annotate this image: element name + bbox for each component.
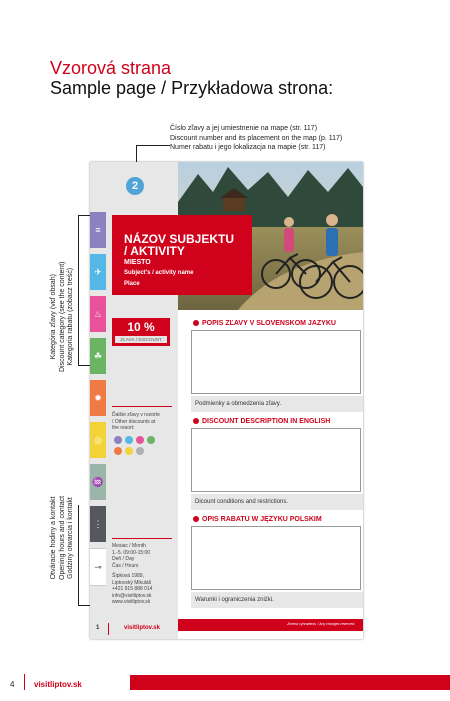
callout-line-sk: Číslo zľavy a jej umiestnenie na mape (str. 117)	[170, 125, 318, 132]
subject-place-en: Place	[124, 281, 140, 287]
sample-page-number: 1	[96, 625, 100, 631]
discount-value: 10 %	[127, 320, 155, 334]
callout-discount-number	[170, 124, 342, 153]
section-heading	[193, 516, 322, 523]
category-icon: ◎	[94, 435, 102, 445]
conditions-text: Warunki i ograniczenia zniżki.	[195, 597, 274, 603]
category-dot	[136, 447, 144, 455]
callout-line-pl: Kategoria rabatu (zobacz treść)	[67, 267, 74, 366]
contact-line: info@visitliptov.sk	[112, 592, 152, 599]
callout-line-en: Discount number and its placement on the map (p. 117)	[170, 134, 343, 142]
contact-block	[112, 543, 152, 606]
page-number: 4	[10, 680, 15, 689]
callout-connector	[136, 145, 170, 146]
page-heading-english: Sample page / Przykładowa strona:	[50, 78, 334, 98]
contact-line: 1.-5. 09:00-15:00	[112, 549, 151, 556]
footer-separator	[108, 623, 109, 635]
footer-red-bar	[130, 675, 450, 690]
description-box	[191, 428, 361, 492]
category-dot	[125, 447, 133, 455]
category-tab-3	[90, 296, 106, 332]
sample-page	[90, 162, 363, 639]
bullet-icon	[193, 418, 199, 424]
bullet-icon	[193, 320, 199, 326]
other-discounts-line: Ďalšie zľavy v rezorte	[112, 412, 160, 418]
contact-line: Deň / Day	[112, 556, 135, 562]
callout-line-pl: Numer rabatu i jego lokalizacja na mapie (str. 117)	[170, 144, 326, 151]
other-discounts-text	[112, 412, 160, 432]
category-dot	[136, 436, 144, 444]
conditions-text: Dicount conditions and restrictions.	[195, 499, 289, 505]
other-discounts-line: the resort:	[112, 425, 135, 431]
category-icon: ☘	[93, 351, 103, 361]
contact-line: Mesiac / Month	[112, 543, 146, 549]
category-tab-7	[90, 464, 106, 500]
category-icon: ✈	[94, 267, 102, 277]
subject-place: MIESTO	[124, 259, 151, 266]
subject-title: NÁZOV SUBJEKTU	[124, 232, 235, 246]
bullet-icon	[193, 516, 199, 522]
description-box	[191, 330, 361, 394]
section-heading-text: POPIS ZĽAVY V SLOVENSKOM JAZYKU	[202, 320, 336, 327]
section-heading	[193, 320, 336, 327]
category-tab-2	[90, 254, 106, 290]
category-icon: ⊸	[94, 562, 102, 572]
description-box	[191, 526, 361, 590]
category-dot	[125, 436, 133, 444]
category-tab-5	[90, 380, 106, 416]
subject-name-en: Subject's / activity name	[124, 270, 194, 276]
category-tab-9	[90, 548, 106, 586]
category-tab-4	[90, 338, 106, 374]
contact-line: Liptovský Mikuláš	[112, 579, 152, 586]
section-heading-text: DISCOUNT DESCRIPTION IN ENGLISH	[202, 418, 331, 425]
contact-line: +421 915 888 014	[112, 586, 153, 592]
footer-note: Zmena vyhradená. / Any changes reserved.	[287, 622, 355, 626]
conditions-band	[191, 592, 363, 608]
page-heading-slovak: Vzorová strana	[50, 58, 172, 78]
sample-footer-bar	[178, 619, 363, 631]
subject-title-block	[112, 215, 252, 295]
discount-box	[112, 318, 170, 346]
callout-hours	[50, 496, 76, 580]
category-icon: ✹	[94, 393, 102, 403]
sample-footer-website: visitliptov.sk	[124, 625, 160, 631]
callout-line-en: Discount category (see the content)	[58, 261, 66, 372]
category-dot	[114, 436, 122, 444]
subject-title: / AKTIVITY	[124, 244, 185, 258]
callout-line-en: Opening hours and contact	[58, 495, 66, 580]
sample-page-footer	[90, 619, 363, 639]
callout-connector	[78, 505, 79, 605]
section-heading-text: OPIS RABATU W JĘZYKU POLSKIM	[202, 516, 322, 523]
divider	[112, 406, 172, 407]
category-tab-1	[90, 212, 106, 248]
other-discounts-line: / Other discounts at	[112, 418, 156, 425]
footer-website-link[interactable]: visitliptov.sk	[34, 680, 82, 689]
category-tab-8	[90, 506, 106, 542]
conditions-band	[191, 396, 363, 412]
category-icon: ♨	[93, 309, 103, 319]
conditions-band	[191, 494, 363, 510]
callout-connector	[78, 215, 79, 365]
callout-category	[50, 261, 76, 372]
category-dot	[147, 436, 155, 444]
category-dot	[114, 447, 122, 455]
callout-line-pl: Godziny otwarcia i kontakt	[67, 497, 74, 579]
category-tab-6	[90, 422, 106, 458]
footer-separator	[24, 674, 25, 690]
category-icon: ≡	[95, 225, 101, 235]
contact-line: www.visitliptov.sk	[112, 599, 151, 605]
callout-line-sk: Otváracie hodiny a kontakt	[50, 496, 57, 580]
section-heading	[193, 418, 330, 425]
discount-number-badge: 2	[126, 177, 144, 195]
discount-label: ZĽAVA / DISCOUNT	[115, 336, 167, 343]
conditions-text: Podmienky a obmedzenia zľavy.	[195, 401, 282, 407]
category-icon: ♒	[92, 477, 104, 487]
category-icon: ⋮	[93, 519, 103, 529]
contact-line: Čas / Hours	[112, 562, 139, 569]
callout-line-sk: Kategória zľavy (viď obsah)	[50, 274, 57, 360]
divider	[112, 538, 172, 539]
contact-line: Šípková 1989,	[112, 573, 144, 579]
